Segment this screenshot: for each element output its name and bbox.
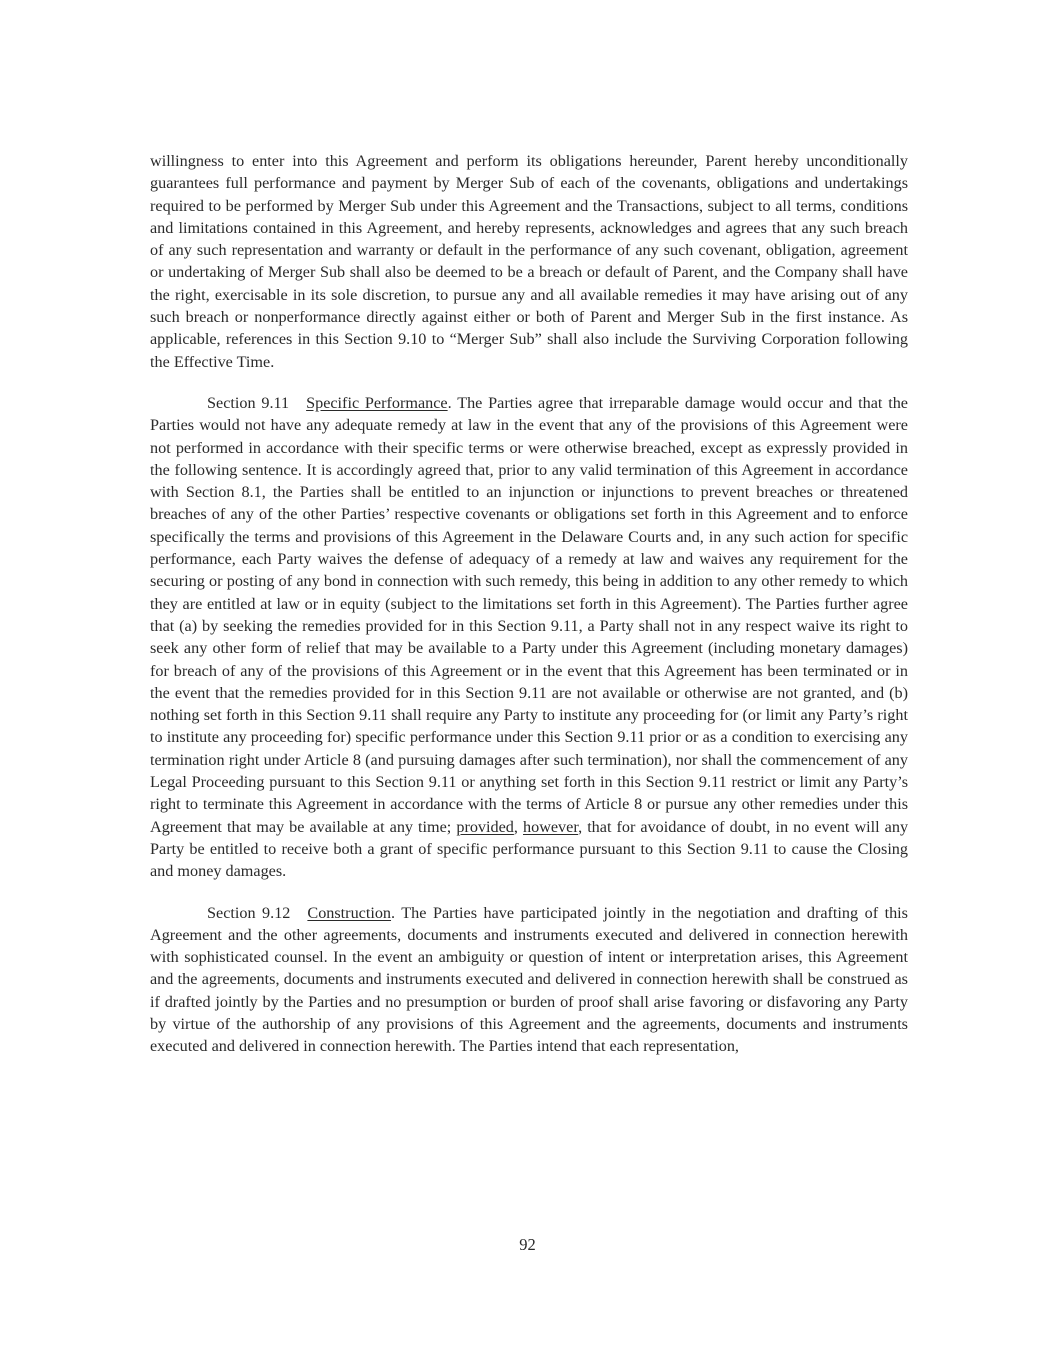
section-9-12-paragraph: [150, 902, 908, 1058]
proviso-comma-2: ,: [578, 817, 588, 836]
document-page: [150, 150, 908, 1077]
section-9-12-number: Section 9.12: [207, 903, 291, 922]
section-9-11-body-start: The Parties agree that irreparable damage would occur and that the Parties would not have any adequate remedy at law in the event that any of the provisions of this Agreement were not performed in accordance with their specific terms or were otherwise breached, except as expressly provided in the following sentence. It is accordingly agreed that, prior to any valid termination of this Agreement in accordance with Section 8.1, the Parties shall be entitled to an injunction or injunctions to prevent breaches or threatened breaches of any of the other Parties’ respective covenants or obligations set forth in this Agreement and to enforce specifically the terms and provisions of this Agreement in the Delaware Courts and, in any such action for specific performance, each Party waives the defense of adequacy of a remedy at law and waives any requirement for the securing or posting of any bond in connection with such remedy, this being in addition to any other remedy to which they are entitled at law or in equity (subject to the limitations set forth in this Agreement). The Parties further agree that (a) by seeking the remedies provided for in this Section 9.11, a Party shall not in any respect waive its right to seek any other form of relief that may be available to a Party under this Agreement (including monetary damages) for breach of any of the provisions of this Agreement or in the event that this Agreement has been terminated or in the event that the remedies provided for in this Section 9.11 are not available or otherwise are not granted, and (b) nothing set forth in this Section 9.11 shall require any Party to institute any proceeding for (or limit any Party’s right to institute any proceeding for) specific performance under this Section 9.11 prior or as a condition to exercising any termination right under Article 8 (and pursuing damages after such termination), nor shall the commencement of any Legal Proceeding pursuant to this Section 9.11 or anything set forth in this Section 9.11 restrict or limit any Party’s right to terminate this Agreement in accordance with the terms of Article 8 or pursue any other remedies under this Agreement that may be available at any time;: [150, 393, 908, 836]
section-9-12-title: Construction: [307, 903, 392, 922]
section-9-11-number: Section 9.11: [207, 393, 290, 412]
proviso-provided: provided: [456, 817, 514, 836]
proviso-however: however: [523, 817, 579, 836]
proviso-comma: ,: [513, 817, 523, 836]
continuation-paragraph: willingness to enter into this Agreement and perform its obligations hereunder, Parent hereby unconditionally guarantees full performance and payment by Merger Sub of each of the covenants, obligations and undertakings required to be performed by Merger Sub under this Agreement and the Transactions, subject to all terms, conditions and limitations contained in this Agreement, and hereby represents, acknowledges and agrees that any such breach of any such representation and warranty or default in the performance of any such covenant, obligation, agreement or undertaking of Merger Sub shall also be deemed to be a breach or default of Parent, and the Company shall have the right, exercisable in its sole discretion, to pursue any and all available remedies it may have arising out of any such breach or nonperformance directly against either or both of Parent and Merger Sub in the first instance. As applicable, references in this Section 9.10 to “Merger Sub” shall also include the Surviving Corporation following the Effective Time.: [150, 152, 908, 371]
page-number: 92: [519, 1235, 536, 1254]
section-9-11-paragraph: [150, 392, 908, 883]
section-9-11-title: Specific Performance: [306, 393, 448, 412]
section-9-12-body: The Parties have participated jointly in the negotiation and drafting of this Agreement and the other agreements, documents and instruments executed and delivered in connection herewith with sophisticated counsel. In the event an ambiguity or question of intent or interpretation arises, this Agreement and the agreements, documents and instruments executed and delivered in connection herewith shall be construed as if drafted jointly by the Parties and no presumption or burden of proof shall arise favoring or disfavoring any Party by virtue of the authorship of any provisions of this Agreement and the agreements, documents and instruments executed and delivered in connection herewith. The Parties intend that each representation,: [150, 903, 908, 1056]
title-period: .: [447, 393, 452, 412]
title-period: .: [391, 903, 396, 922]
section-9-11-body-end: that for avoidance of doubt, in no event will any Party be entitled to receive both a grant of specific performance pursuant to this Section 9.11 to cause the Closing and money damages.: [150, 817, 909, 881]
